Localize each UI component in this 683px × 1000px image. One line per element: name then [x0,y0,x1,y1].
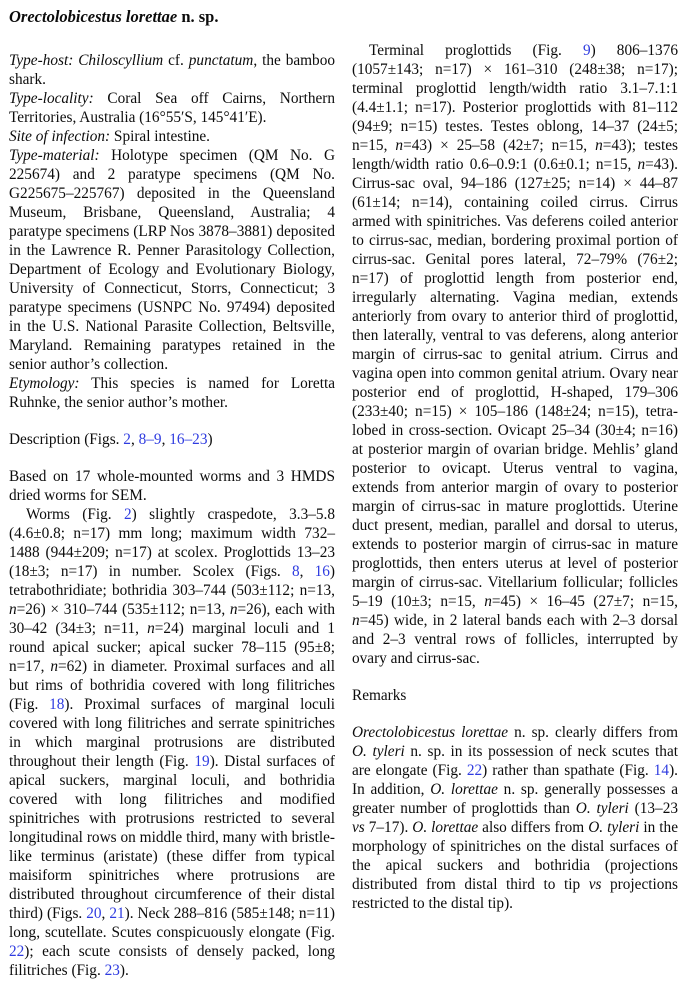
text-run: =24) marginal loculi and 1 round apical sucker; apical sucker 78–115 (95±8; n=17, [9,620,335,675]
para-terminal-proglottids [352,41,678,668]
text-run: =45) × 16–45 (27±7; n=15, [491,593,678,610]
text-run: also differs from [478,819,589,836]
text-run: =26), each with 30–42 (34±3; n=11, [9,601,336,637]
text-run: ); each scute consists of densely packed, long filitriches (Fig. [9,943,335,979]
text-run: Spiral intestine. [110,128,210,145]
text-run: Holotype specimen (QM No. G 225674) and 2 paratype specimens (QM No. G225675–225767) deposited in the Queensland Museum, Brisbane, Queensland, Australia; 4 paratype specimens (LRP Nos 3878–3881) deposited in the Lawrence R. Penner Parasitology Collection, Department of Ecology and Evolutionary Biology, University of Connecticut, Storrs, Connecticut; 3 paratype specimens (USNPC No. 97494) deposited in the U.S. National Parasite Collection, Beltsville, Maryland. Remaining paratypes retained in the senior author’s collection. [9,147,335,373]
figure-link[interactable]: 8–9 [138,431,162,448]
text-run: Type-host: Chiloscyllium [9,52,164,69]
text-run: O. tyleri [575,800,629,817]
text-run: n. sp. [177,7,219,26]
para-worms-description [9,505,335,980]
figure-link[interactable]: 21 [109,905,125,922]
text-run: Worms (Fig. [26,506,124,523]
text-run: Site of infection: [9,128,111,145]
text-run: Terminal proglottids (Fig. [369,42,583,59]
text-run: n [595,137,603,154]
text-run: , [130,431,139,448]
text-run: Orectolobicestus lorettae [352,724,509,741]
text-run: =43); testes length/width ratio 0.6–0.9:1 (0.6±0.1; n=15, [352,137,678,173]
text-run: =26) × 310–744 (535±112; n=13, [16,601,230,618]
text-run: ). Proximal surfaces of marginal loculi covered with long filitriches and serrate spinitriches in which marginal protrusions are distributed throughout their length (Fig. [9,696,335,770]
text-run: (13–23 [628,800,678,817]
figure-link[interactable]: 23 [104,962,120,979]
left-column [9,7,335,1000]
text-run: , the bamboo shark. [9,52,336,88]
text-run: O. tyleri [588,819,640,836]
para-type-locality [9,89,335,127]
text-run: O. lorettae [412,819,479,836]
text-run: , [299,563,315,580]
figure-link[interactable]: 20 [86,905,102,922]
species-title [9,7,335,27]
figure-link[interactable]: 14 [653,762,670,779]
text-run: n [637,156,646,173]
text-run: , [161,431,170,448]
text-run: O. tyleri [352,743,405,760]
text-run: Remarks [352,687,407,704]
text-run: n [484,593,492,610]
text-run: n [9,601,17,618]
text-run: n. sp. generally possesses a greater number of proglottids than [352,781,678,817]
text-run: This species is named for Loretta Ruhnke, the senior author’s mother. [9,375,335,411]
text-run: Coral Sea off Cairns, Northern Territories, Australia (16°55′S, 145°41′E). [9,90,335,126]
figure-link[interactable]: 16 [314,563,330,580]
text-run: =43) × 25–58 (42±7; n=15, [403,137,596,154]
text-run: punctatum [188,52,254,69]
figure-link[interactable]: 9 [582,42,591,59]
para-remarks-body [352,723,678,913]
para-based-on [9,467,335,505]
text-run: =62) in diameter. Proximal surfaces and all but rims of bothridia covered with long filitriches (Fig. [9,658,335,713]
text-run: ) slightly craspedote, 3.3–5.8 (4.6±0.8; n=17) mm long; maximum width 732–1488 (944±209; n=17) at scolex. Proglottids 13–23 (18±3; n=17) in number. Scolex (Figs. [9,506,335,580]
figure-link[interactable]: 22 [9,943,25,960]
text-run: n [147,620,155,637]
text-run: ). [119,962,129,979]
figure-link[interactable]: 2 [123,431,131,448]
text-run: Type-locality: [9,90,94,107]
text-run: Based on 17 whole-mounted worms and 3 HMDS dried worms for SEM. [9,468,335,504]
text-run: , [101,905,110,922]
text-run: Description (Figs. [9,431,124,448]
figure-link[interactable]: 8 [291,563,300,580]
text-run: n. sp. clearly differs from [508,724,678,741]
para-etymology [9,374,335,412]
heading-description [9,430,335,449]
text-run: in the morphology of spinitriches on the distal surfaces of the apical suckers and bothridia (projections distributed from distal third to tip [352,819,678,893]
text-run: n [229,601,238,618]
text-run: ). Distal surfaces of apical suckers, marginal loculi, and bothridia covered with long filitriches and modified spinitriches with protrusions restricted to several longitudinal rows on middle third, many with bristle-like terminus (aristate) (these differ from typical maisiform spinitriches where protrusions are distributed throughout circumference of their distal third) (Figs. [9,753,335,922]
text-run: projections restricted to the distal tip). [352,876,678,912]
text-run: 7–17). [364,819,413,836]
text-run: n [395,137,404,154]
figure-link[interactable]: 16–23 [169,431,208,448]
figure-link[interactable]: 22 [466,762,483,779]
text-run: =45) wide, in 2 lateral bands each with 2–3 dorsal and 2–3 ventral rows of follicles, interrupted by ovary and cirrus-sac. [352,612,678,667]
para-type-material [9,146,335,374]
para-type-host [9,51,335,89]
left-column-text [9,51,335,980]
text-run: ) 806–1376 (1057±143; n=17) × 161–310 (248±38; n=17); terminal proglottid length/width ratio 3.1–7.1:1 (4.4±1.1; n=17). Posterior proglottids with 81–112 (94±9; n=15) testes. Testes oblong, 14–37 (24±5; n=15, [352,42,678,154]
right-column [352,7,678,1000]
text-run: Type-material: [9,147,100,164]
figure-link[interactable]: 18 [49,696,65,713]
figure-link[interactable]: 19 [194,753,210,770]
text-run: cf. [163,52,189,69]
text-run: ) rather than spathate (Fig. [482,762,654,779]
right-column-text [352,41,678,913]
text-run: vs [352,819,365,836]
text-run: ) tetrabothridiate; bothridia 303–744 (503±112; n=13, [9,563,336,599]
text-run: n. sp. in its possession of neck scutes that are elongate (Fig. [352,743,678,779]
text-run: Etymology: [9,375,80,392]
text-run: Orectolobicestus lorettae [9,7,178,26]
text-run: n [50,658,59,675]
figure-link[interactable]: 2 [123,506,132,523]
text-run: n [352,612,360,629]
text-run: =43). Cirrus-sac oval, 94–186 (127±25; n=14) × 44–87 (61±14; n=14), containing coiled cirrus. Cirrus armed with spinitriches. Vas deferens coiled anterior to cirrus-sac, median, bordering proximal portion of cirrus-sac. Genital pores lateral, 72–79% (76±2; n=17) of proglottid length from posterior end, irregularly alternating. Vagina median, extends anteriorly from ovary to anterior third of proglottid, then laterally, ventral to vas deferens, along anterior margin of cirrus-sac to genital atrium. Cirrus and vagina open into common genital atrium. Ovary near posterior end of proglottid, H-shaped, 179–306 (233±40; n=15) × 105–186 (148±24; n=15), tetra-lobed in cross-section. Ovicapt 25–34 (30±4; n=16) at posterior margin of ovarian bridge. Mehlis’ gland posterior to ovicapt. Uterus ventral to vagina, extends from anterior margin of ovary to posterior margin of cirrus-sac in mature proglottids. Uterine duct present, median, parallel and dorsal to uterus, extends to posterior margin of cirrus-sac in mature proglottids, then enters uterus at level of posterior margin of cirrus-sac. Vitellarium follicular; follicles 5–19 (10±3; n=15, [352,156,678,610]
text-run: O. lorettae [430,781,498,798]
heading-remarks [352,686,678,705]
text-run: ). In addition, [352,762,678,798]
text-run: ). Neck 288–816 (585±148; n=11) long, scutellate. Scutes conspicuously elongate (Fig. [9,905,335,941]
text-run: ) [207,431,213,448]
para-site-of-infection [9,127,335,146]
text-run: vs [588,876,602,893]
